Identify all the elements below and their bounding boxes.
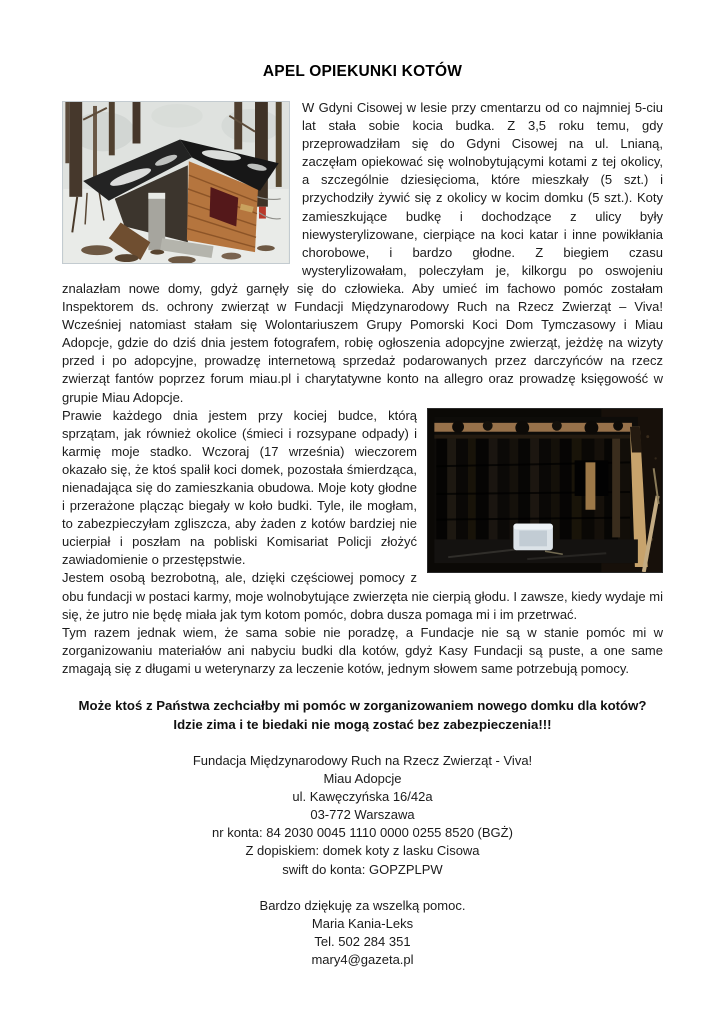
photo-burned-cat-house-art [428,409,662,572]
signature-block [62,897,663,969]
paragraph-funds: Tym razem jednak wiem, że sama sobie nie poradzę, a Fundacje nie są w stanie pomóc mi w zorganizowaniu materiałów ani nabyciu budki dla kotów, gdyż Kasy Fundacji są puste, a one same zmagają się z długami u weterynarzy za leczenie kotów, jednym słowem same potrzebują pomocy. [62,624,663,676]
address-street: ul. Kawęczyńska 16/42a [292,789,433,805]
thanks-line: Bardzo dziękuję za wszelką pomoc. [259,897,466,913]
address-city: 03-772 Warszawa [310,807,415,823]
bank-account: nr konta: 84 2030 0045 1110 0000 0255 8520 (BGŻ) [212,825,513,841]
phone-number: Tel. 502 284 351 [314,933,411,949]
foundation-name: Fundacja Międzynarodowy Ruch na Rzecz Zwierząt - Viva! [192,753,533,768]
paragraph-help: Jestem osobą bezrobotną, ale, dzięki częściowej pomocy z obu fundacji w postaci karmy, moje wolnobytujące zwierzęta nie cierpią głodu. I zawsze, kiedy wydaje mi się, że jutro nie będę miała jak tym kotom pomóc, dobra dusza pomaga mi i im przetrwać. [62,570,663,622]
caretaker-name: Maria Kania-Leks [311,915,414,931]
appeal-warning: Idzie zima i te biedaki nie mogą zostać bez zabezpieczenia!!! [173,717,552,732]
photo-cat-house-snow [62,101,290,264]
appeal-question: Może ktoś z Państwa zechciałby mi pomóc w zorganizowaniem nowego domku dla kotów? [78,698,647,713]
donation-details [62,752,663,879]
swift-code: swift do konta: GOPZPLPW [282,861,443,877]
email-text: mary4@gazeta.pl [311,951,414,967]
photo-burned-cat-house [427,408,663,573]
group-name: Miau Adopcje [323,771,402,787]
appeal-block [62,696,663,734]
page-title: APEL OPIEKUNKI KOTÓW [262,63,463,80]
transfer-note: Z dopiskiem: domek koty z lasku Cisowa [245,843,480,859]
paragraph-intro: W Gdyni Cisowej w lesie przy cmentarzu od co najmniej 5-ciu lat stała sobie kocia budka. Z 3,5 roku temu, gdy przeprowadziłam się do Gdyni Cisowej na ul. Lnianą, zaczęłam opiekować się wolnobytującymi kotami z tej okolicy, a szczególnie dziesięcioma, które mieszkały (5 szt.) i przychodziły żywić się z okolicy w kocim domku (5 szt.). Koty zamieszkujące budkę i dochodzące z ulicy były niewysterylizowane, cierpiące na koci katar i inne powikłania chorobowe, i bardzo głodne. Z biegiem czasu wysterylizowałam, poleczyłam je, kilkorgu po oswojeniu znalazłam nowe domy, gdyż garnęły się do człowieka. Aby umieć im fachowo pomóc zostałam Inspektorem ds. ochrony zwierząt w Fundacji Międzynarodowy Ruch na Rzecz Zwierząt – Viva! Wcześniej natomiast stałam się Wolontariuszem Grupy Pomorski Koci Dom Tymczasowy i Miau Adopcje, gdzie do dziś dnia jestem fotografem, robię ogłoszenia adopcyjne zwierząt, jeżdżę na wizyty przed i po adopcyjne, prowadzę internetową sprzedaż podarowanych przez darczyńców na rzecz zwierząt fantów poprzez forum miau.pl i charytatywne konto na allegro oraz prowadzę księgowość w grupie Miau Adopcje. [62,100,663,405]
body-flow [62,99,663,678]
photo-cat-house-snow-art [63,102,289,263]
paragraph-fire: Prawie każdego dnia jestem przy kociej budce, którą sprzątam, jak również okolice (śmieci i rozsypane odpady) i karmię moje stadko. Wczoraj (17 września) wieczorem okazało się, że ktoś spalił koci domek, pozostała śmierdząca, nienadająca się do zamieszkania obudowa. Moje koty głodne i przerażone plącząc biegały w koło budki. Tyle, ile mogłam, to zabezpieczyłam zgliszcza, aby żaden z kotów bardziej nie ucierpiał i poszłam na pobliski Komisariat Policji złożyć zawiadomienie o przestępstwie. [62,407,417,568]
